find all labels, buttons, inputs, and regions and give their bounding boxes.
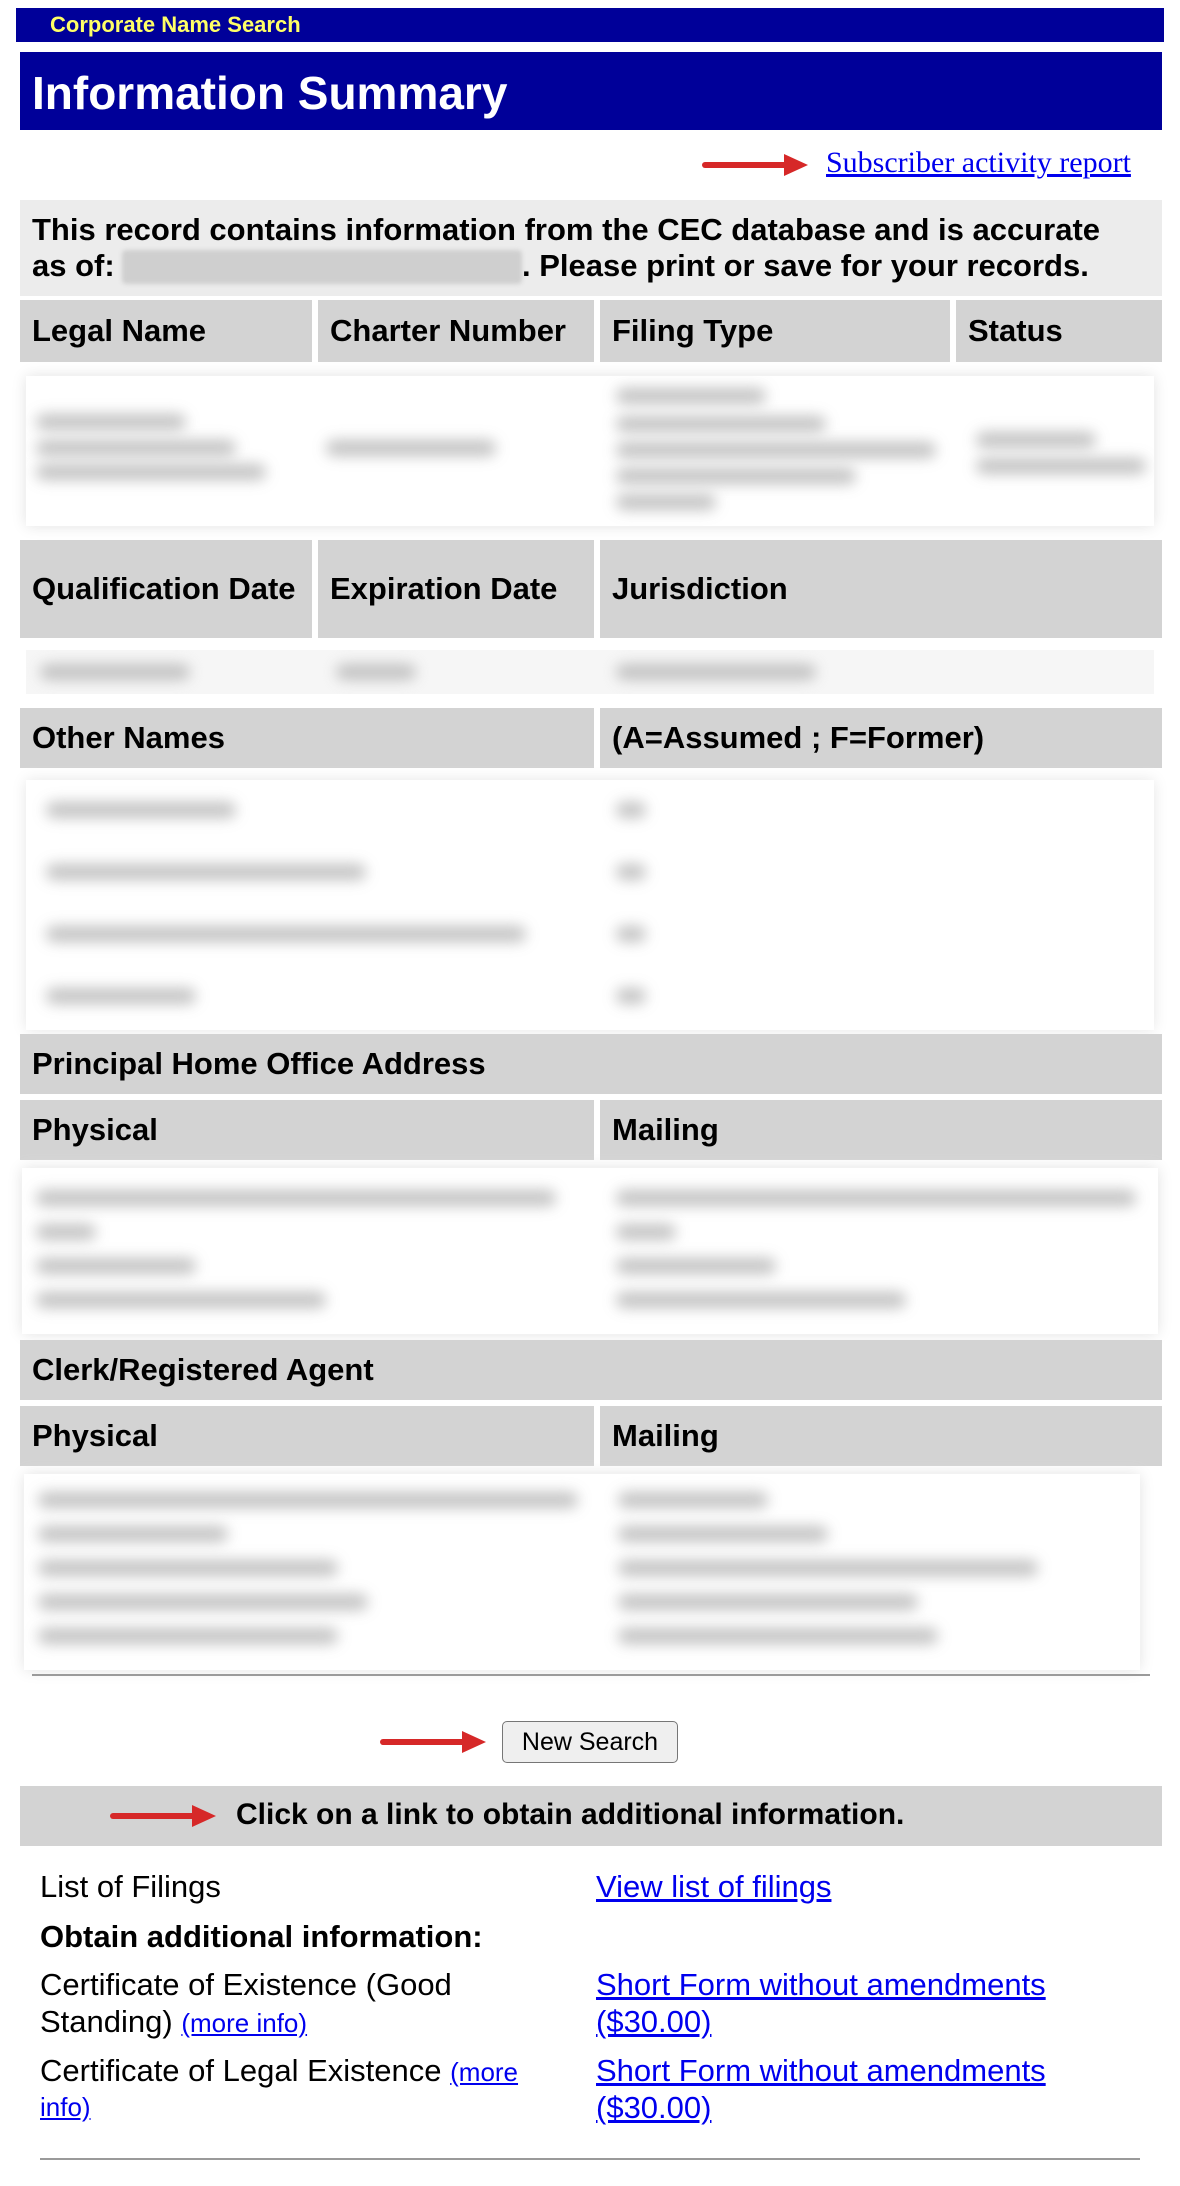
section-divider — [32, 1674, 1150, 1676]
legal-existence-more-info-link-b[interactable]: info) — [40, 2092, 91, 2122]
redacted-agent-address — [24, 1474, 1140, 1670]
notice-line-2-prefix: as of: — [32, 248, 115, 283]
legal-existence-short-form-link[interactable] — [596, 2052, 1046, 2126]
short-form-price: ($30.00) — [596, 2004, 712, 2039]
redacted-entity-row — [26, 376, 1154, 526]
principal-address-header: Principal Home Office Address — [20, 1034, 1162, 1094]
header-status: Status — [956, 300, 1162, 362]
header-expiration-date: Expiration Date — [318, 540, 594, 638]
red-arrow-icon — [702, 154, 808, 176]
obtain-info-heading: Obtain additional information: — [40, 1919, 483, 1954]
banner-title: Corporate Name Search — [50, 12, 301, 37]
other-names-header: Other Names — [20, 708, 594, 768]
notice-line-2-suffix: . Please print or save for your records. — [522, 248, 1089, 283]
good-standing-label-line1: Certificate of Existence (Good — [40, 1967, 452, 2002]
redacted-principal-address — [22, 1168, 1158, 1334]
header-filing-type: Filing Type — [600, 300, 950, 362]
good-standing-label-standing: Standing) — [40, 2004, 173, 2039]
bottom-divider — [40, 2158, 1140, 2160]
agent-mailing-header: Mailing — [600, 1406, 1162, 1466]
good-standing-label-line2 — [40, 2003, 307, 2042]
principal-physical-header: Physical — [20, 1100, 594, 1160]
header-charter-number: Charter Number — [318, 300, 594, 362]
short-form-price: ($30.00) — [596, 2090, 712, 2125]
red-arrow-icon — [110, 1805, 216, 1827]
additional-info-instruction: Click on a link to obtain additional information. — [236, 1798, 905, 1831]
good-standing-short-form-link[interactable] — [596, 1966, 1046, 2040]
good-standing-more-info-link[interactable]: (more info) — [181, 2008, 308, 2038]
view-list-of-filings-link[interactable]: View list of filings — [596, 1869, 832, 1904]
subscriber-activity-report-link[interactable]: Subscriber activity report — [826, 146, 1131, 179]
registered-agent-header: Clerk/Registered Agent — [20, 1340, 1162, 1400]
header-jurisdiction: Jurisdiction — [600, 540, 1162, 638]
page-title: Information Summary — [32, 67, 508, 119]
legal-existence-text: Certificate of Legal Existence — [40, 2053, 442, 2088]
legal-existence-label — [40, 2052, 518, 2091]
short-form-label: Short Form without amendments — [596, 1967, 1046, 2002]
redacted-dates-row — [26, 650, 1154, 694]
short-form-label: Short Form without amendments — [596, 2053, 1046, 2088]
list-of-filings-label: List of Filings — [40, 1869, 221, 1904]
principal-mailing-header: Mailing — [600, 1100, 1162, 1160]
redacted-date — [122, 250, 522, 284]
red-arrow-icon — [380, 1731, 486, 1753]
header-legal-name: Legal Name — [20, 300, 312, 362]
header-qualification-date: Qualification Date — [20, 540, 312, 638]
legal-existence-more-info-link-a[interactable]: (more — [450, 2057, 519, 2087]
agent-physical-header: Physical — [20, 1406, 594, 1466]
redacted-other-names — [26, 780, 1154, 1030]
other-names-legend: (A=Assumed ; F=Former) — [600, 708, 1162, 768]
new-search-button[interactable]: New Search — [502, 1721, 678, 1763]
notice-line-1: This record contains information from the CEC database and is accurate — [32, 212, 1101, 247]
